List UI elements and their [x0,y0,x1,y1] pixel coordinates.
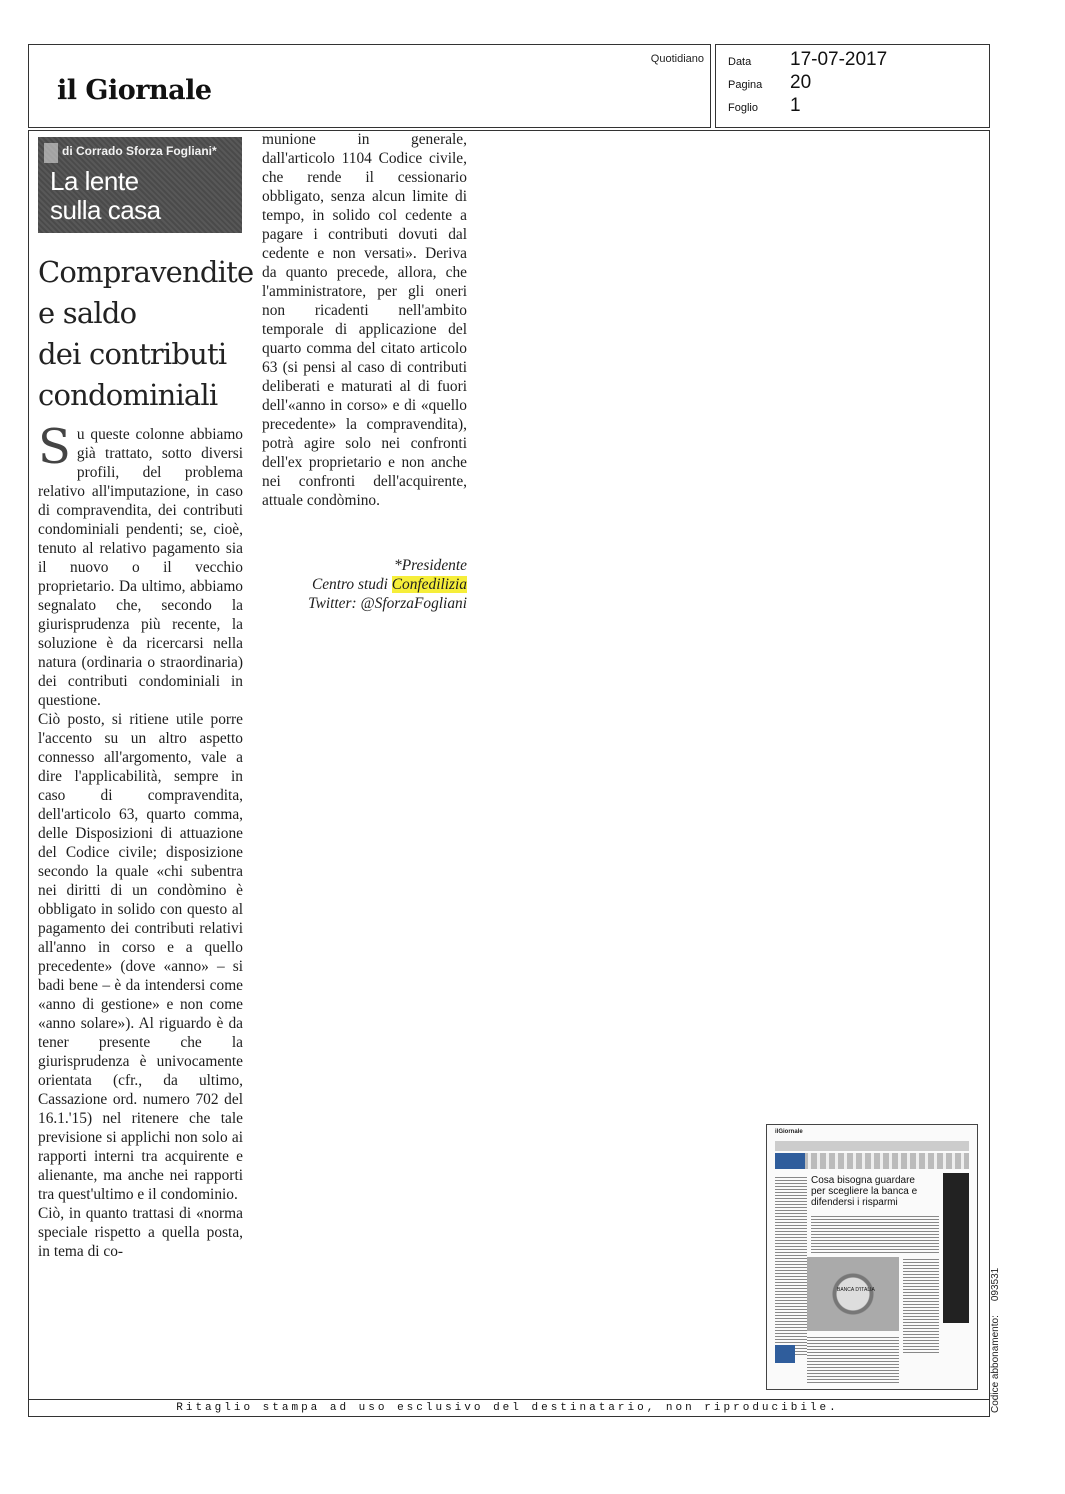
signature-twitter: Twitter: @SforzaFogliani [308,595,467,612]
subscription-code-label: Codice abbonamento: [990,1315,1001,1413]
rubric-title [50,167,161,225]
footer-notice: Ritaglio stampa ad uso esclusivo del destinatario, non riproducibile. [176,1402,839,1414]
rubric-author: di Corrado Sforza Fogliani* [62,144,217,158]
rubric-title-line1: La lente [50,166,139,196]
headline-line3: dei contributi [38,337,227,371]
rubric-banner [38,137,242,233]
thumbnail-text-left [775,1175,807,1355]
thumbnail-topbar [775,1141,969,1151]
paragraph-1 [38,419,243,710]
headline-line4: condominiali [38,378,218,412]
subscription-code-value: 093531 [990,1267,1001,1302]
rubric-title-line2: sulla casa [50,195,161,225]
highlighted-keyword: Confedilizia [391,576,467,593]
headline-line2: e saldo [38,296,137,330]
thumbnail-headline: Cosa bisogna guardare per scegliere la banca e difendersi i risparmi [811,1175,918,1208]
metadata-box [715,44,990,128]
thumbnail-logo: ilGiornale [775,1129,803,1135]
signature-org [262,575,467,594]
meta-data-label: Data [728,56,752,68]
meta-foglio-label: Foglio [728,102,758,114]
meta-data-value: 17-07-2017 [790,49,888,70]
paragraph-2: Ciò posto, si ritiene utile porre l'accento su un altro aspetto connesso all'argomento, vale a dire l'applicabilità, sempre in caso di compravendita, dell'articolo 63, quarto comma, delle Disposizioni di attuazione del Codice civile; disposizione secondo la quale «chi subentra nei diritti di un condòmino è obbligato in solido con questo al pagamento dei contributi relativi all'anno in corso e a quello precedente» (dove «anno» – si badi bene – è da intendersi come «anno di gestione» e non come «anno solare»). Al riguardo è da tener presente che la giurisprudenza è univocamente orientata (cfr., da ultimo, Cassazione ord. numero 702 del 16.1.'15) nel ritenere che tale previsione si applichi non solo ai rapporti interni tra acquirente e alienante, ma anche nei rapporti tra quest'ultimo e il condominio. [38,711,243,1203]
thumbnail-blue-block [775,1153,805,1169]
footer-divider [28,1399,990,1400]
meta-data-row [728,49,887,71]
thumbnail-footer-blue [775,1345,795,1363]
thumbnail-photo-label: BANCA D'ITALIA [837,1287,875,1293]
thumbnail-text-bottom [807,1335,899,1383]
page-thumbnail [766,1124,978,1390]
meta-pagina-row [728,72,811,94]
article-column-2 [262,130,467,510]
thumbnail-dark-column [943,1173,969,1323]
rubric-logo-icon [44,143,58,163]
headline-line1: Compravendite [38,255,254,289]
meta-foglio-value: 1 [790,95,801,116]
signature-role: *Presidente [394,557,467,574]
meta-pagina-value: 20 [790,72,812,93]
subscription-code [990,1268,1001,1413]
publication-type: Quotidiano [650,53,704,65]
meta-foglio-row [728,95,801,117]
paragraph-4: munione in generale, dall'articolo 1104 Codice civile, che rende il cessionario obbligato, senza alcun limite di tempo, in solido col cedente a pagare i contributi dovuti dal cedente e non versati». Deriva da quanto precede, allora, che l'amministratore, per gli oneri non ricadenti nell'ambito temporale di applicazione del quarto comma del citato articolo 63 (si pensi al caso di contributi deliberati e maturati al di fuori dell'«anno in corso» e di «quello precedente» la compravendita), potrà agire solo nei confronti dell'ex proprietario e non anche nei confronti dell'acquirente, attuale condòmino. [262,131,467,509]
signature-org-prefix: Centro studi [311,576,392,593]
paragraph-3: Ciò, in quanto trattasi di «norma speciale rispetto a quella posta, in tema di co- [38,1205,243,1260]
paragraph-1-text: u queste colonne abbiamo già trattato, sotto diversi profili, del problema relativo all'imputazione, in caso di compravendita, dei contributi condominiali pendenti; se, cioè, tenuto al relativo pagamento sia il nuovo o il vecchio proprietario. Da ultimo, abbiamo segnalato che, secondo la giurisprudenza più recente, la soluzione è da ricercarsi nella natura (ordinaria o straordinaria) dei contributi condominiali in questione. [38,426,243,709]
article-headline [38,252,258,416]
thumbnail-text-right [903,1257,939,1353]
dropcap: S [38,419,71,475]
thumbnail-text-center [811,1215,939,1253]
masthead-box [28,44,711,128]
meta-pagina-label: Pagina [728,79,763,91]
newspaper-logo: il Giornale [57,75,212,106]
article-column-1 [38,419,243,1261]
thumbnail-photo [807,1257,899,1331]
